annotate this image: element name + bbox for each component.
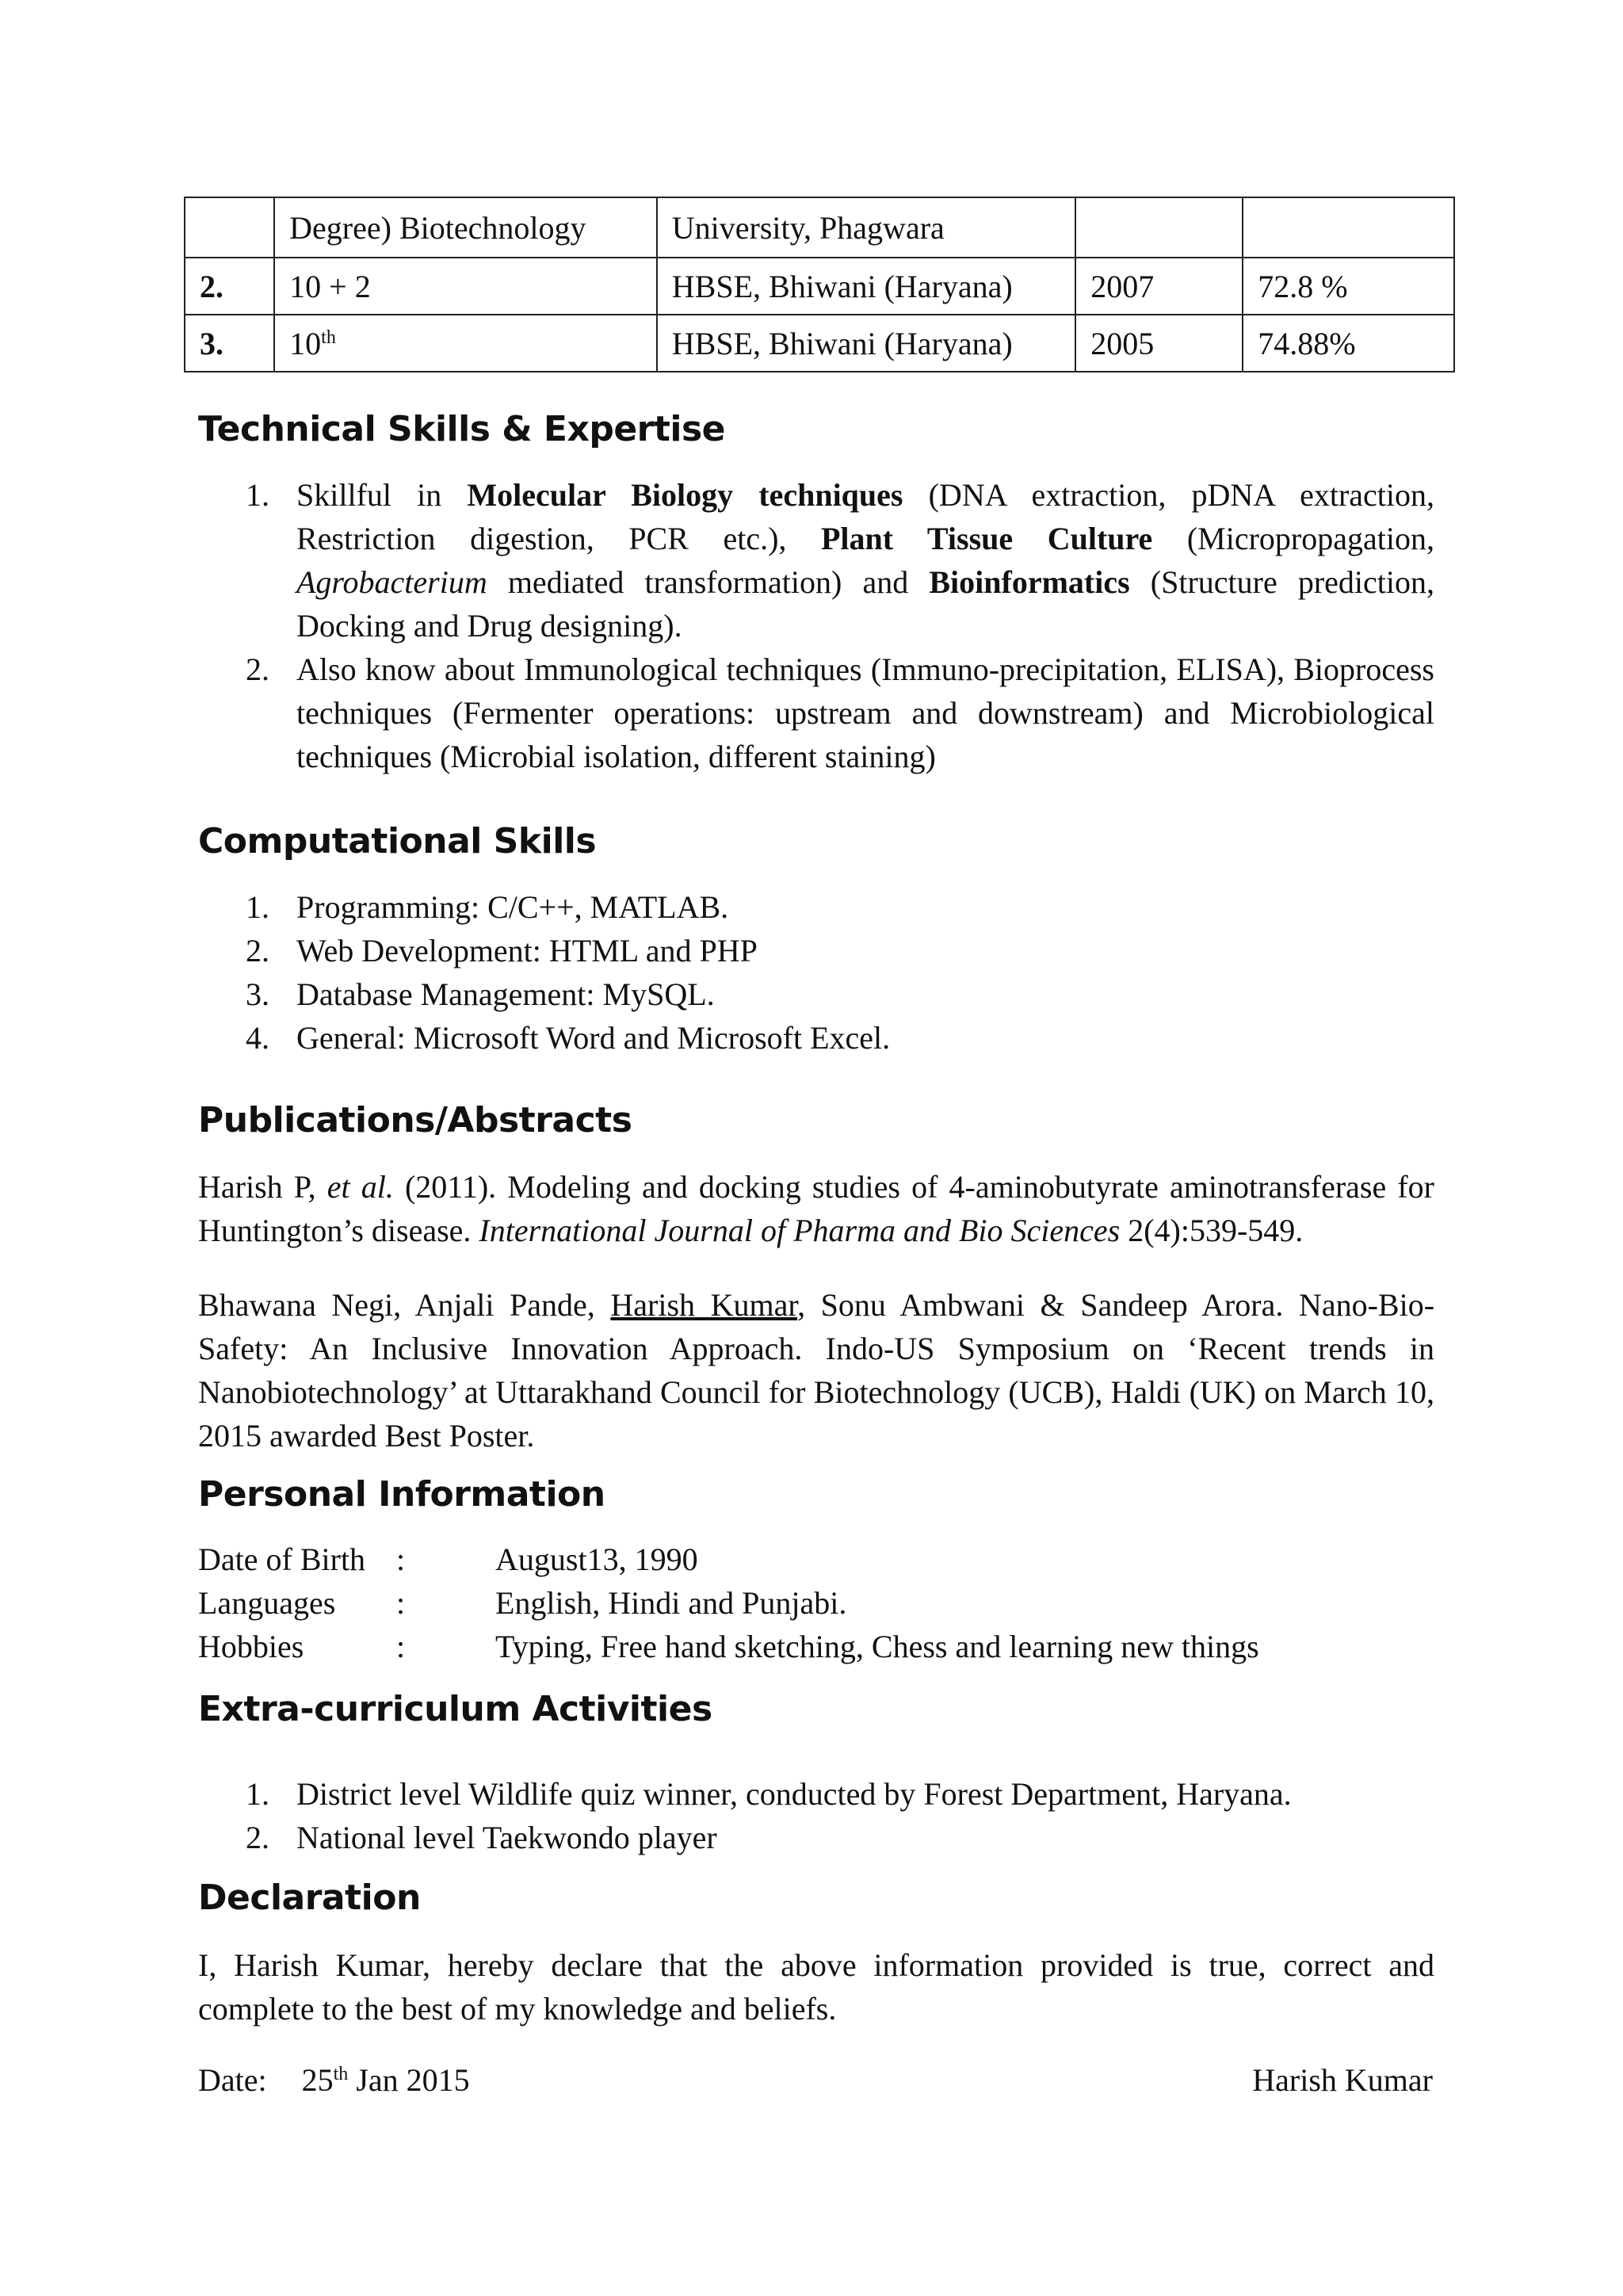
info-label: Date of Birth <box>198 1541 366 1577</box>
table-cell-sno: 2. <box>185 258 274 315</box>
info-label: Hobbies <box>198 1629 304 1664</box>
list-item <box>198 1816 1434 1859</box>
table-cell-sno: 3. <box>185 315 274 372</box>
computational-skills-heading: Computational Skills <box>198 821 597 861</box>
table-cell-board: HBSE, Bhiwani (Haryana) <box>657 315 1075 372</box>
declaration-footer <box>198 2058 1433 2102</box>
table-row <box>185 315 1454 372</box>
item-text: (Structure prediction, Docking and Drug designing). <box>296 564 1434 644</box>
list-number: 2. <box>246 1820 269 1855</box>
item-text: mediated transformation) and <box>487 564 930 600</box>
info-value: August13, 1990 <box>495 1541 698 1577</box>
table-cell-sno <box>185 197 274 258</box>
technical-skills-section <box>198 473 1434 778</box>
pub-journal: International Journal of Pharma and Bio Sciences <box>479 1213 1121 1248</box>
item-text: District level Wildlife quiz winner, conducted by Forest Department, Haryana. <box>296 1776 1292 1812</box>
info-separator: : <box>396 1629 406 1664</box>
table-cell-course <box>274 315 657 372</box>
table-cell-year <box>1075 197 1243 258</box>
info-label: Languages <box>198 1585 336 1621</box>
table-cell-year: 2005 <box>1075 315 1243 372</box>
list-number: 4. <box>246 1020 269 1056</box>
table-cell-score: 74.88% <box>1243 315 1454 372</box>
publications-heading: Publications/Abstracts <box>198 1100 632 1140</box>
pub-author-underlined: Harish Kumar <box>610 1287 798 1323</box>
item-text: (DNA extraction, pDNA extraction, Restriction digestion, PCR etc.), <box>296 477 1434 556</box>
info-value: Typing, Free hand sketching, Chess and learning new things <box>495 1629 1259 1664</box>
publication-entry-1 <box>198 1165 1434 1252</box>
signature-name: Harish Kumar <box>1252 2062 1433 2098</box>
list-item <box>198 1772 1434 1816</box>
info-value: English, Hindi and Punjabi. <box>495 1585 847 1621</box>
list-number: 3. <box>246 976 269 1012</box>
pub-text: 2(4):539-549. <box>1120 1213 1304 1248</box>
item-italic-text: Agrobacterium <box>296 564 487 600</box>
item-text: National level Taekwondo player <box>296 1820 717 1855</box>
item-text: (Micropropagation, <box>1152 521 1434 556</box>
date-label: Date: <box>198 2062 267 2098</box>
personal-info-section <box>198 1538 1434 1668</box>
list-item <box>198 972 1434 1016</box>
info-row-dob <box>198 1538 1434 1581</box>
table-row <box>185 258 1454 315</box>
list-item <box>198 648 1434 778</box>
item-text: Programming: C/C++, MATLAB. <box>296 889 729 925</box>
extra-curriculum-heading: Extra-curriculum Activities <box>198 1689 712 1729</box>
list-number: 2. <box>246 651 269 687</box>
table-cell-year: 2007 <box>1075 258 1243 315</box>
declaration-text: I, Harish Kumar, hereby declare that the above information provided is true, correct and complete to the best of my knowledge and beliefs. <box>198 1947 1434 2027</box>
declaration-heading: Declaration <box>198 1878 421 1918</box>
list-number: 1. <box>246 889 269 925</box>
table-cell-course: 10 + 2 <box>274 258 657 315</box>
list-item <box>198 1016 1434 1060</box>
course-text: 10 <box>289 325 322 361</box>
list-item <box>198 473 1434 648</box>
item-bold-text: Bioinformatics <box>929 564 1130 600</box>
item-text: General: Microsoft Word and Microsoft Excel. <box>296 1020 891 1056</box>
item-bold-text: Molecular Biology techniques <box>467 477 903 513</box>
course-superscript: th <box>321 327 336 348</box>
date-rest: Jan 2015 <box>348 2062 470 2098</box>
info-row-languages <box>198 1581 1434 1625</box>
item-text: Web Development: HTML and PHP <box>296 933 758 968</box>
table-cell-board: HBSE, Bhiwani (Haryana) <box>657 258 1075 315</box>
info-row-hobbies <box>198 1625 1434 1668</box>
list-number: 2. <box>246 933 269 968</box>
personal-info-heading: Personal Information <box>198 1474 605 1515</box>
item-text: Database Management: MySQL. <box>296 976 715 1012</box>
pub-text: , Sonu Ambwani & Sandeep Arora. Nano-Bio-Safety: An Inclusive Innovation Approach. Indo-US Symposium on ‘Recent trends in Nanobiotechnology’ at Uttarakhand Council for Biotechnology (UCB), Haldi (UK) on March 10, 2015 awarded Best Poster. <box>198 1287 1435 1454</box>
computational-skills-section <box>198 885 1434 1060</box>
list-number: 1. <box>246 477 269 513</box>
education-table <box>184 197 1455 372</box>
table-cell-score: 72.8 % <box>1243 258 1454 315</box>
table-row <box>185 197 1454 258</box>
table-cell-course: Degree) Biotechnology <box>274 197 657 258</box>
item-bold-text: Plant Tissue Culture <box>820 521 1153 556</box>
extra-curriculum-section <box>198 1772 1434 1859</box>
publication-entry-2 <box>198 1283 1434 1457</box>
pub-italic-text: et al. <box>327 1169 394 1205</box>
list-number: 1. <box>246 1776 269 1812</box>
date-day: 25 <box>301 2062 334 2098</box>
table-cell-board: University, Phagwara <box>657 197 1075 258</box>
pub-text: Harish P, <box>198 1169 327 1205</box>
item-text: Skillful in <box>296 477 468 513</box>
info-separator: : <box>396 1541 406 1577</box>
info-separator: : <box>396 1585 406 1621</box>
date-line <box>198 2058 470 2102</box>
list-item <box>198 885 1434 929</box>
pub-text: Bhawana Negi, Anjali Pande, <box>198 1287 611 1323</box>
pub-text: (2011). Modeling and docking studies of 4-aminobutyrate aminotransferase for Huntington’s disease. <box>198 1169 1434 1248</box>
list-item <box>198 929 1434 972</box>
date-superscript: th <box>333 2064 349 2084</box>
item-text: Also know about Immunological techniques (Immuno-precipitation, ELISA), Bioprocess techniques (Fermenter operations: upstream and downstream) and Microbiological techniques (Microbial isolation, different staining) <box>296 651 1434 774</box>
table-cell-score <box>1243 197 1454 258</box>
technical-skills-heading: Technical Skills & Expertise <box>198 409 726 449</box>
